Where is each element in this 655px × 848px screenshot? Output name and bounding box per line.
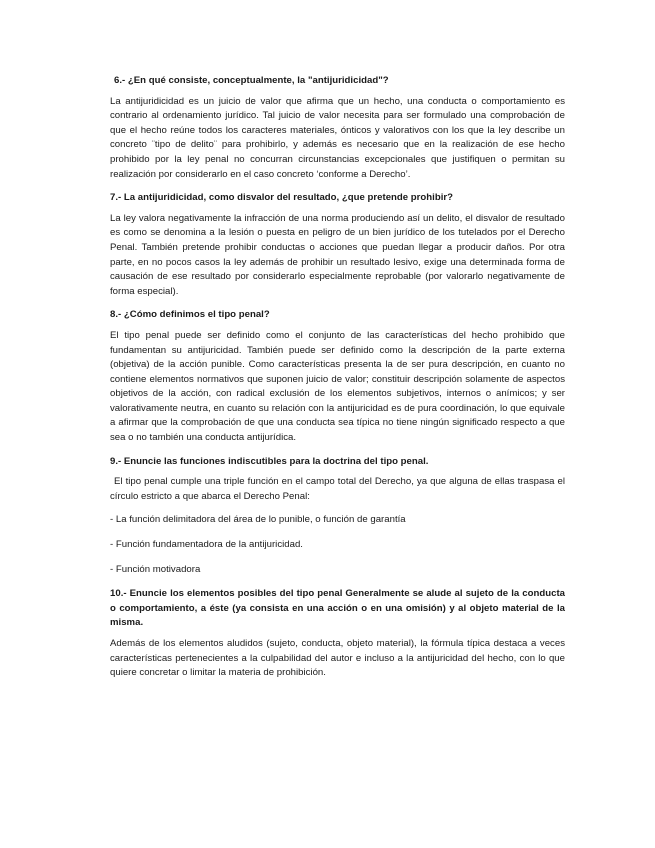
heading-question-7: 7.- La antijuridicidad, como disvalor del resultado, ¿que pretende prohibir? [110, 192, 453, 204]
list-item-function-1: - La función delimitadora del área de lo punible, o función de garantía [110, 514, 406, 526]
list-item-function-2: - Función fundamentadora de la antijuricidad. [110, 539, 303, 551]
answer-paragraph-9: El tipo penal cumple una triple función en el campo total del Derecho, ya que alguna de ellas traspasa el círculo estricto a que abarca el Derecho Penal: [110, 476, 565, 502]
heading-question-10: 10.- Enuncie los elementos posibles del tipo penal Generalmente se alude al sujeto de la conducta o comportamiento, a éste (ya consista en una acción o en una omisión) y al objeto material de la misma. [110, 588, 565, 629]
document-body [110, 74, 565, 690]
answer-paragraph-10: Además de los elementos aludidos (sujeto, conducta, objeto material), la fórmula típica destaca a veces características pertenecientes a la culpabilidad del autor e incluso a la antijuricidad del hecho, con lo que quiere concretar o limitar la materia de prohibición. [110, 638, 565, 679]
answer-paragraph-6: La antijuridicidad es un juicio de valor que afirma que un hecho, una conducta o comportamiento es contrario al ordenamiento jurídico. Tal juicio de valor necesita para ser formulado una comprobación de que el hecho reúne todos los caracteres materiales, ónticos y valorativos con los que la ley describe un concreto ¨tipo de delito¨ para prohibirlo, y además es necesario que en la realización de ese hecho prohibido por la ley penal no concurran circunstancias excepcionales que justifiquen o permitan su realización por considerarlo en el caso concreto ‘conforme a Derecho’. [110, 95, 565, 180]
heading-question-9: 9.- Enuncie las funciones indiscutibles para la doctrina del tipo penal. [110, 455, 429, 467]
heading-question-6: 6.- ¿En qué consiste, conceptualmente, la "antijuridicidad"? [114, 75, 389, 86]
answer-paragraph-7: La ley valora negativamente la infracción de una norma produciendo así un delito, el disvalor de resultado es como se denomina a la lesión o puesta en peligro de un bien jurídico de los tutelados por el Derecho Penal. También pretende prohibir conductas o acciones que puedan llegar a producir daños. Por otra parte, en no pocos casos la ley además de prohibir un resultado lesivo, exige una determinada forma de causación de ese resultado por considerarlo especialmente reprobable (por valorarlo negativamente de forma especial). [110, 212, 565, 297]
heading-question-8: 8.- ¿Cómo definimos el tipo penal? [110, 309, 270, 321]
answer-paragraph-8: El tipo penal puede ser definido como el conjunto de las características del hecho prohibido que fundamentan su antijuricidad. También puede ser definido como la descripción de la parte externa (objetiva) de la acción punible. Como características presenta la de ser pura descripción, en cuanto no contiene elementos normativos que suponen juicio de valor; constituir descripción solamente de aspectos objetivos de la acción, con radical exclusión de los elementos subjetivos, internos o anímicos; y ser valorativamente neutra, en cuanto su relación con la antijuricidad es de pura coordinación, lo que equivale a afirmar que la comprobación de que una conducta sea típica no tiene ningún significado respecto a que sea o no también una conducta antijurídica. [110, 329, 565, 444]
list-item-function-3: - Función motivadora [110, 563, 201, 575]
